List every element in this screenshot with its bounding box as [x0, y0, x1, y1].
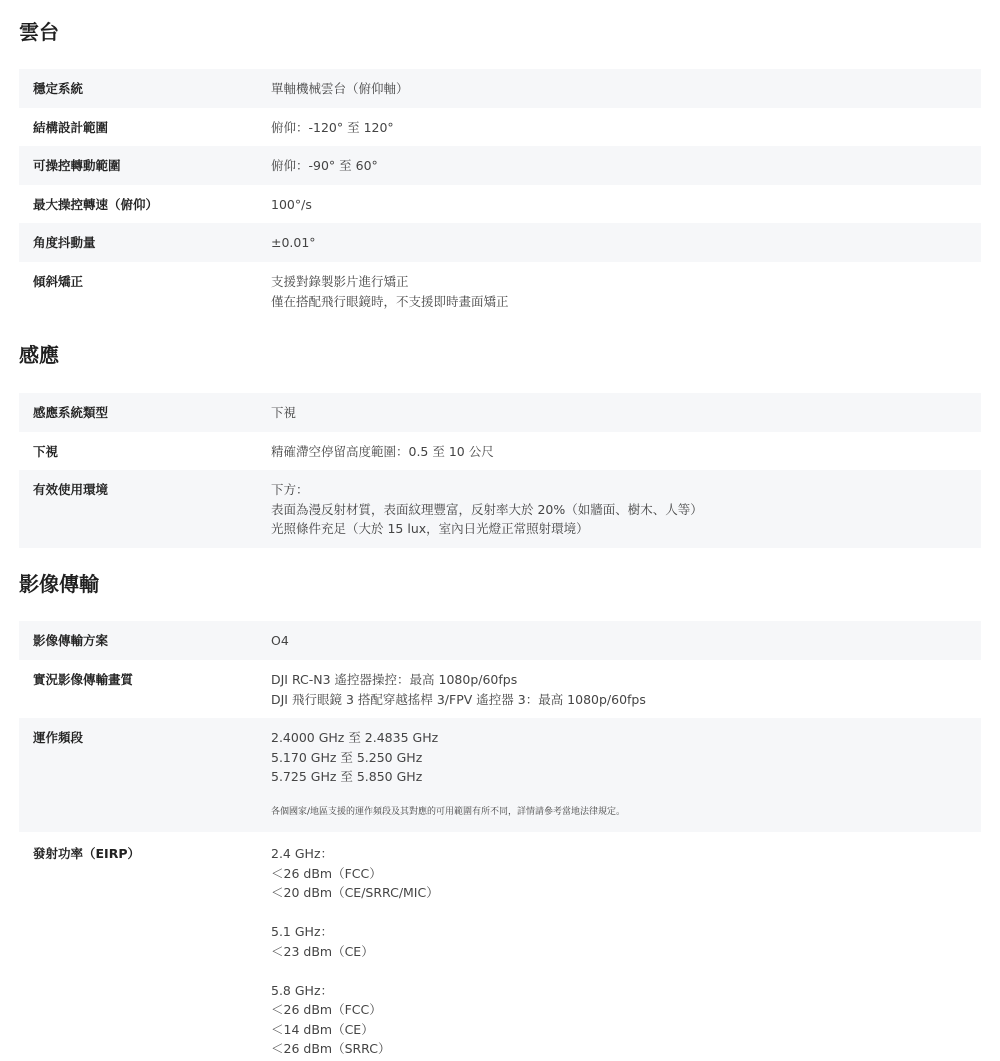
spec-label: 下視	[33, 444, 59, 459]
spec-value: 2.4 GHz： ＜26 dBm（FCC） ＜20 dBm（CE/SRRC/MIC） 5.1 GHz： ＜23 dBm（CE） 5.8 GHz： ＜26 dBm（FCC） ＜14 dBm（CE） ＜26 dBm（SRRC）	[271, 846, 439, 1056]
spec-label: 可操控轉動範圍	[33, 158, 121, 173]
spec-value: O4	[271, 633, 289, 648]
spec-label: 運作頻段	[33, 730, 84, 745]
spec-row	[19, 393, 981, 432]
spec-row	[19, 432, 981, 470]
spec-value: 俯仰：-90° 至 60°	[271, 158, 378, 173]
spec-row	[19, 470, 981, 548]
section-title-video-transmission: 影像傳輸	[19, 572, 99, 596]
spec-label: 結構設計範圍	[33, 120, 109, 135]
spec-row	[19, 621, 981, 660]
spec-label: 實況影像傳輸畫質	[33, 672, 134, 687]
spec-table-video-transmission	[19, 621, 981, 1061]
spec-row	[19, 660, 981, 718]
spec-value: 精確滯空停留高度範圍：0.5 至 10 公尺	[271, 444, 494, 459]
spec-label: 角度抖動量	[33, 235, 96, 250]
spec-value: 100°/s	[271, 197, 312, 212]
spec-row	[19, 69, 981, 108]
section-title-gimbal: 雲台	[19, 20, 59, 44]
spec-label: 最大操控轉速（俯仰）	[33, 197, 159, 212]
spec-value: 支援對錄製影片進行矯正 僅在搭配飛行眼鏡時，不支援即時畫面矯正	[271, 274, 509, 309]
spec-value: DJI RC-N3 遙控器操控：最高 1080p/60fps DJI 飛行眼鏡 3 搭配穿越搖桿 3/FPV 遙控器 3：最高 1080p/60fps	[271, 672, 646, 707]
spec-label: 感應系統類型	[33, 405, 109, 420]
spec-row	[19, 223, 981, 262]
spec-value: 下視	[271, 405, 297, 420]
spec-label: 影像傳輸方案	[33, 633, 109, 648]
spec-label: 發射功率（EIRP）	[33, 846, 140, 861]
spec-value: 俯仰：-120° 至 120°	[271, 120, 394, 135]
spec-row	[19, 108, 981, 146]
spec-row	[19, 832, 981, 1061]
spec-row	[19, 185, 981, 223]
spec-label: 穩定系統	[33, 81, 84, 96]
spec-table-gimbal	[19, 69, 981, 324]
spec-value: ±0.01°	[271, 235, 316, 250]
spec-row	[19, 718, 981, 832]
spec-row	[19, 146, 981, 185]
spec-label: 有效使用環境	[33, 482, 109, 497]
spec-value: 單軸機械雲台（俯仰軸）	[271, 81, 409, 96]
section-title-sensing: 感應	[19, 343, 59, 367]
spec-value: 下方： 表面為漫反射材質，表面紋理豐富，反射率大於 20%（如牆面、樹木、人等） 光照條件充足（大於 15 lux，室內日光燈正常照射環境）	[271, 482, 703, 536]
spec-table-sensing	[19, 393, 981, 548]
spec-row	[19, 262, 981, 324]
spec-value: 2.4000 GHz 至 2.4835 GHz 5.170 GHz 至 5.250 GHz 5.725 GHz 至 5.850 GHz 各個國家/地區支援的運作頻段及其對應的可用範圍有所不同，詳情請參考當地法律規定。	[271, 728, 981, 832]
footnote: 各個國家/地區支援的運作頻段及其對應的可用範圍有所不同，詳情請參考當地法律規定。	[271, 806, 626, 817]
spec-label: 傾斜矯正	[33, 274, 84, 289]
